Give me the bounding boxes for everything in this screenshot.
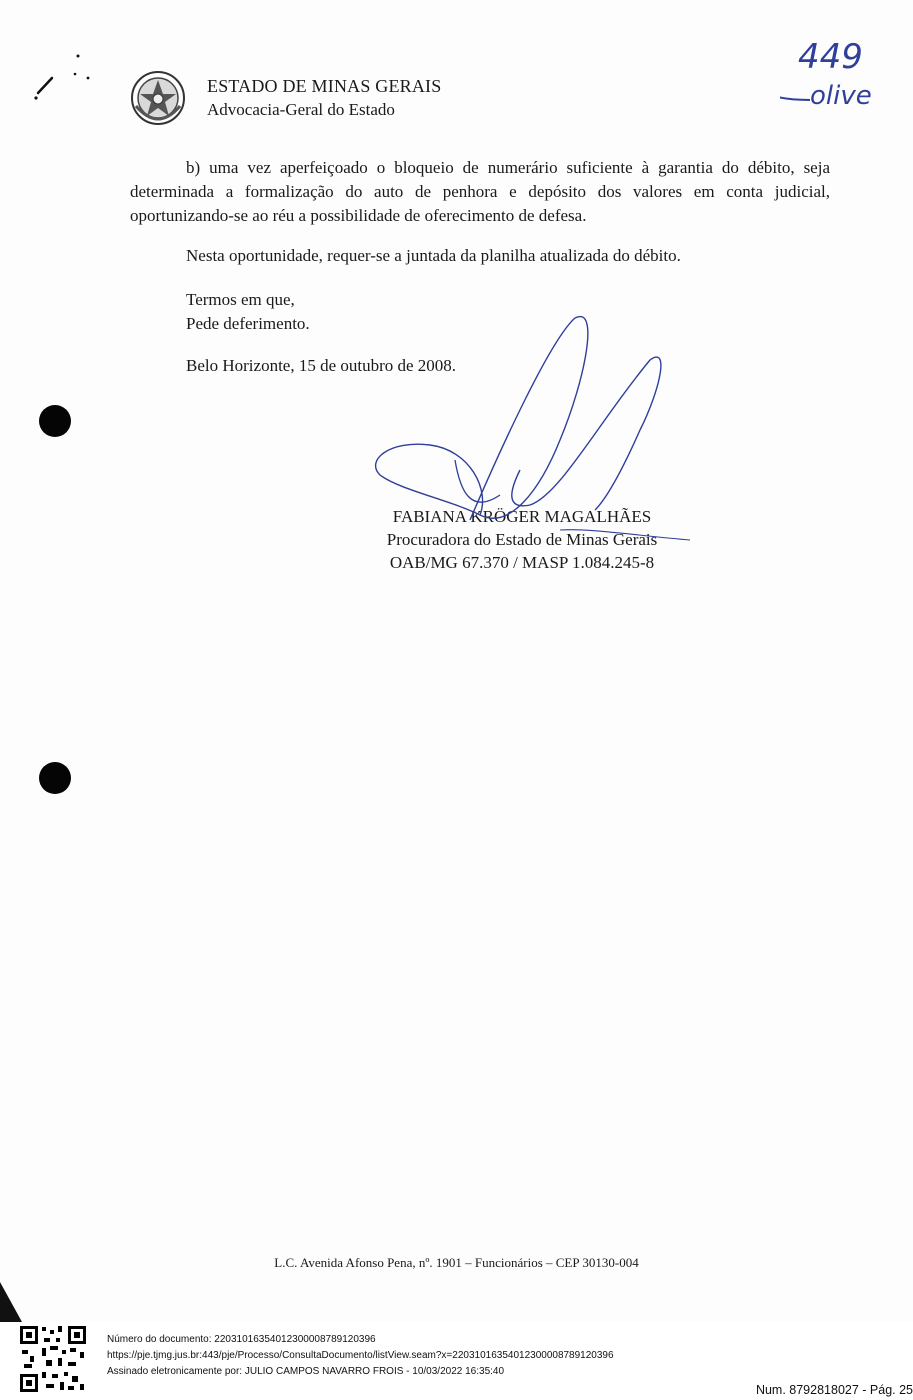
header-title: ESTADO DE MINAS GERAIS (207, 76, 442, 96)
handwritten-signature (360, 300, 700, 590)
paragraph-b-text: b) uma vez aperfeiçoado o bloqueio de numerário suficiente à garantia do débito, seja determinada a formalização do auto de penhora e depósito dos valores em conta judicial, oportunizando-se ao réu a possibilidade de oferecimento de defesa. (130, 158, 830, 225)
signatory-role: Procuradora do Estado de Minas Gerais (386, 530, 658, 549)
signatory-registration: OAB/MG 67.370 / MASP 1.084.245-8 (389, 553, 655, 572)
document-number: Número do documento: 22031016354012300008789120396 (107, 1334, 376, 1345)
page-reference: Num. 8792818027 - Pág. 25 (755, 1383, 913, 1397)
scan-specks (30, 48, 100, 108)
page-stamp-number: 449 (798, 37, 863, 77)
paragraph-planilha: Nesta oportunidade, requer-se a juntada da planilha atualizada do débito. (186, 246, 681, 265)
page-stamp (780, 28, 900, 118)
header-subtitle: Advocacia-Geral do Estado (207, 100, 395, 119)
page-stamp-initials: olive (810, 81, 872, 111)
signed-by: Assinado eletronicamente por: JULIO CAMPOS NAVARRO FROIS - 10/03/2022 16:35:40 (107, 1366, 505, 1377)
paragraph-b (130, 156, 830, 228)
document-url[interactable]: https://pje.tjmg.jus.br:443/pje/Processo/ConsultaDocumento/listView.seam?x=22031016354012300008789120396 (107, 1350, 614, 1361)
binder-hole (39, 762, 71, 794)
coat-of-arms-icon (130, 66, 186, 130)
signatory-name: FABIANA KRÖGER MAGALHÃES (392, 507, 652, 526)
binder-hole (39, 405, 71, 437)
footer-address: L.C. Avenida Afonso Pena, nº. 1901 – Funcionários – CEP 30130-004 (274, 1255, 639, 1270)
page-corner (0, 1282, 26, 1322)
place-date: Belo Horizonte, 15 de outubro de 2008. (186, 356, 457, 375)
qr-code-icon (18, 1324, 88, 1394)
closing-line-1: Termos em que, (186, 290, 295, 309)
closing-line-2: Pede deferimento. (186, 314, 310, 333)
